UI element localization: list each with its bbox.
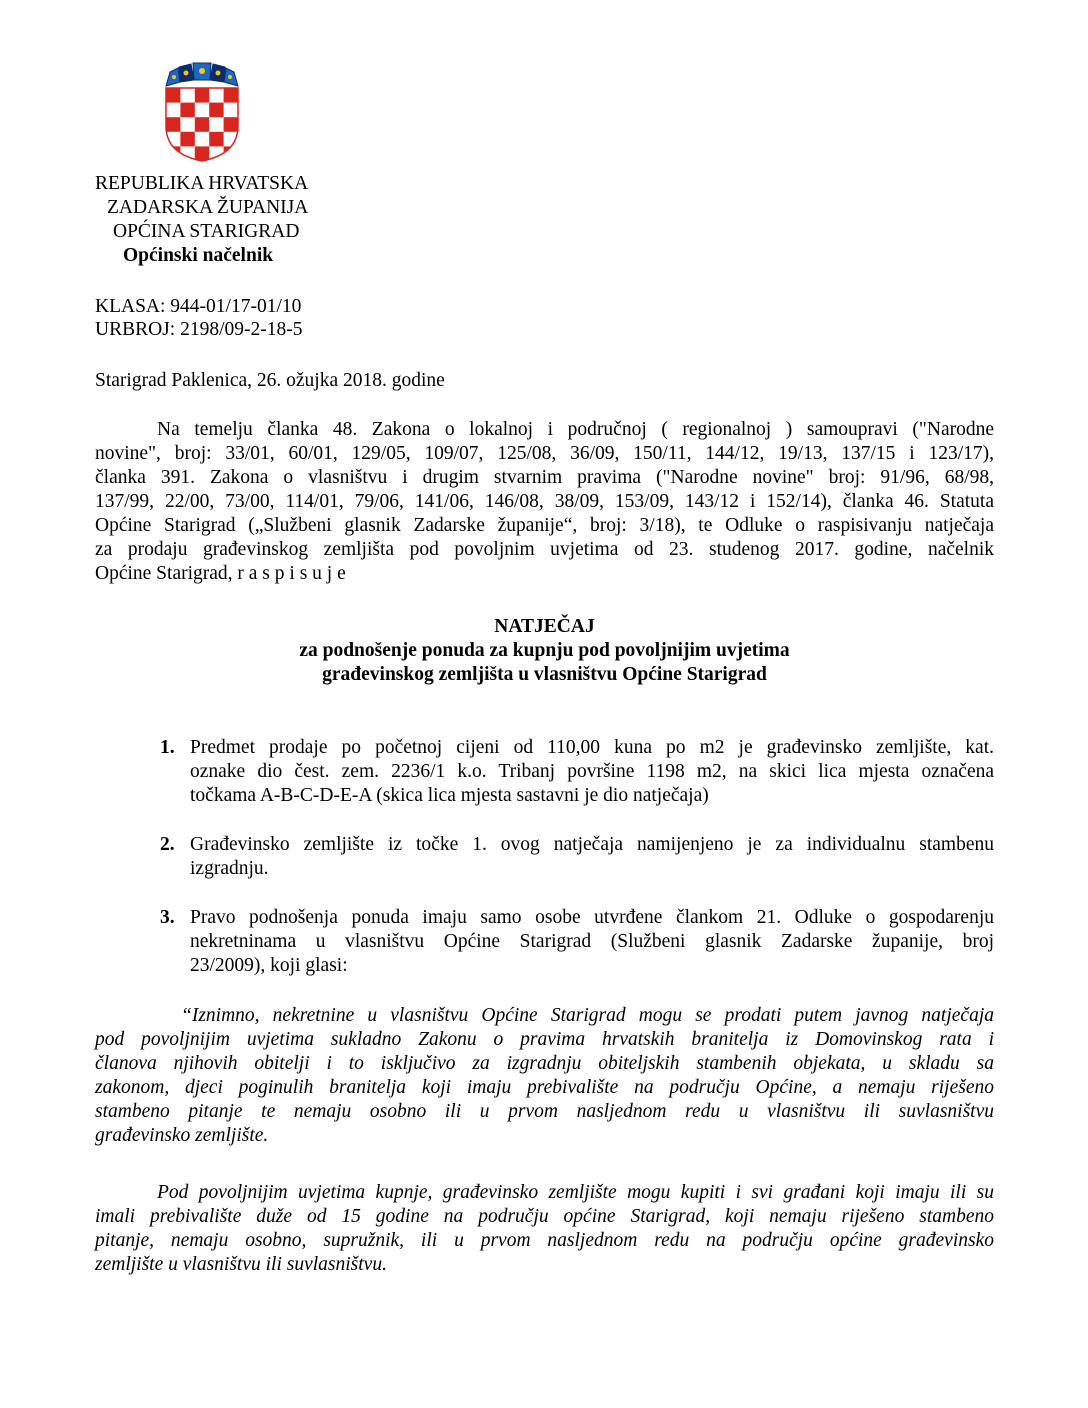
item-line: točkama A-B-C-D-E-A (skica lica mjesta sastavni je dio natječaja)	[190, 785, 709, 806]
item-line: Građevinsko zemljište iz točke 1. ovog natječaja namijenjeno je za individualnu stambenu	[190, 834, 994, 855]
intro-line: novine", broj: 33/01, 60/01, 129/05, 109/07, 125/08, 36/09, 150/11, 144/12, 19/13, 137/15 i 123/17),	[95, 443, 994, 464]
item-number: 1.	[160, 737, 175, 758]
intro-line: Općine Starigrad, r a s p i s u j e	[95, 563, 346, 584]
item-3-text	[190, 906, 994, 978]
header-county: ZADARSKA ŽUPANIJA	[107, 197, 309, 218]
intro-line: članka 391. Zakona o vlasništvu i drugim stvarnim pravima ("Narodne novine" broj: 91/96, 68/98,	[95, 467, 994, 488]
croatian-coat-of-arms-icon	[162, 62, 242, 162]
item-line: nekretninama u vlasništvu Općine Starigrad (Službeni glasnik Zadarske županije, broj	[190, 931, 994, 952]
klasa-label: KLASA:	[95, 296, 166, 317]
quote-line: pod povoljnijim uvjetima sukladno Zakonu o pravima hrvatskih branitelja iz Domovinskog rata i	[95, 1029, 994, 1050]
intro-line: Na temelju članka 48. Zakona o lokalnoj i područnoj ( regionalnoj ) samoupravi ("Narodne	[157, 419, 994, 440]
quote-line: stambeno pitanje te nemaju osobno ili u prvom nasljednom redu u vlasništvu ili suvlasništvu	[95, 1101, 994, 1122]
closing-line: Pod povoljnijim uvjetima kupnje, građevinsko zemljište mogu kupiti i svi građani koji imaju ili su	[157, 1182, 994, 1203]
item-line: Pravo podnošenja ponuda imaju samo osobe utvrđene člankom 21. Odluke o gospodarenju	[190, 907, 994, 928]
notice-subtitle-2: građevinskog zemljišta u vlasništvu Općine Starigrad	[322, 664, 767, 685]
quote-line: “Iznimno, nekretnine u vlasništvu Općine Starigrad mogu se prodati putem javnog natječaja	[181, 1005, 994, 1026]
quote-line: zakonom, djeci poginulih branitelja koji imaju prebivalište na području Općine, a nemaju riješeno	[95, 1077, 994, 1098]
quoted-article	[95, 1004, 994, 1148]
intro-line: za prodaju građevinskog zemljišta pod povoljnim uvjetima od 23. studenog 2017. godine, načelnik	[95, 539, 994, 560]
urbroj-line	[95, 318, 302, 341]
closing-paragraph	[95, 1181, 994, 1277]
coat-crown	[166, 63, 238, 86]
item-line: Predmet prodaje po početnoj cijeni od 110,00 kuna po m2 je građevinsko zemljište, kat.	[190, 737, 994, 758]
klasa-line	[95, 295, 301, 318]
header-office: Općinski načelnik	[123, 245, 274, 266]
item-line: oznake dio čest. zem. 2236/1 k.o. Tribanj površine 1198 m2, na skici lica mjesta označena	[190, 761, 994, 782]
intro-line: 137/99, 22/00, 73/00, 114/01, 79/06, 141/06, 146/08, 38/09, 153/09, 143/12 i 152/14), članka 46. Statuta	[95, 491, 994, 512]
urbroj-value: 2198/09-2-18-5	[175, 319, 303, 340]
header-municipality: OPĆINA STARIGRAD	[113, 221, 300, 242]
notice-title: NATJEČAJ	[494, 616, 595, 637]
place-date: Starigrad Paklenica, 26. ožujka 2018. godine	[95, 370, 445, 391]
quote-line: članova njihovih obitelji i to isključivo za izgradnju obiteljskih stambenih objekata, u skladu sa	[95, 1053, 994, 1074]
item-2-text	[190, 833, 994, 881]
item-number: 3.	[160, 907, 175, 928]
closing-line: imali prebivalište duže od 15 godine na području općine Starigrad, koji nemaju riješeno stambeno	[95, 1206, 994, 1227]
urbroj-label: URBROJ:	[95, 319, 176, 340]
item-number: 2.	[160, 834, 175, 855]
closing-line: pitanje, nemaju osobno, supružnik, ili u prvom nasljednom redu na području općine građevinsko	[95, 1230, 994, 1251]
quote-line: građevinsko zemljište.	[95, 1125, 269, 1146]
item-1-text	[190, 736, 994, 808]
item-line: izgradnju.	[190, 858, 269, 879]
intro-paragraph	[95, 418, 994, 586]
header-country: REPUBLIKA HRVATSKA	[95, 173, 309, 194]
item-line: 23/2009), koji glasi:	[190, 955, 348, 976]
closing-line: zemljište u vlasništvu ili suvlasništvu.	[95, 1254, 387, 1275]
klasa-value: 944-01/17-01/10	[165, 296, 302, 317]
intro-line: Općine Starigrad („Službeni glasnik Zadarske županije“, broj: 3/18), te Odluke o raspisivanju natječaja	[95, 515, 994, 536]
notice-subtitle-1: za podnošenje ponuda za kupnju pod povoljnijim uvjetima	[299, 640, 790, 661]
